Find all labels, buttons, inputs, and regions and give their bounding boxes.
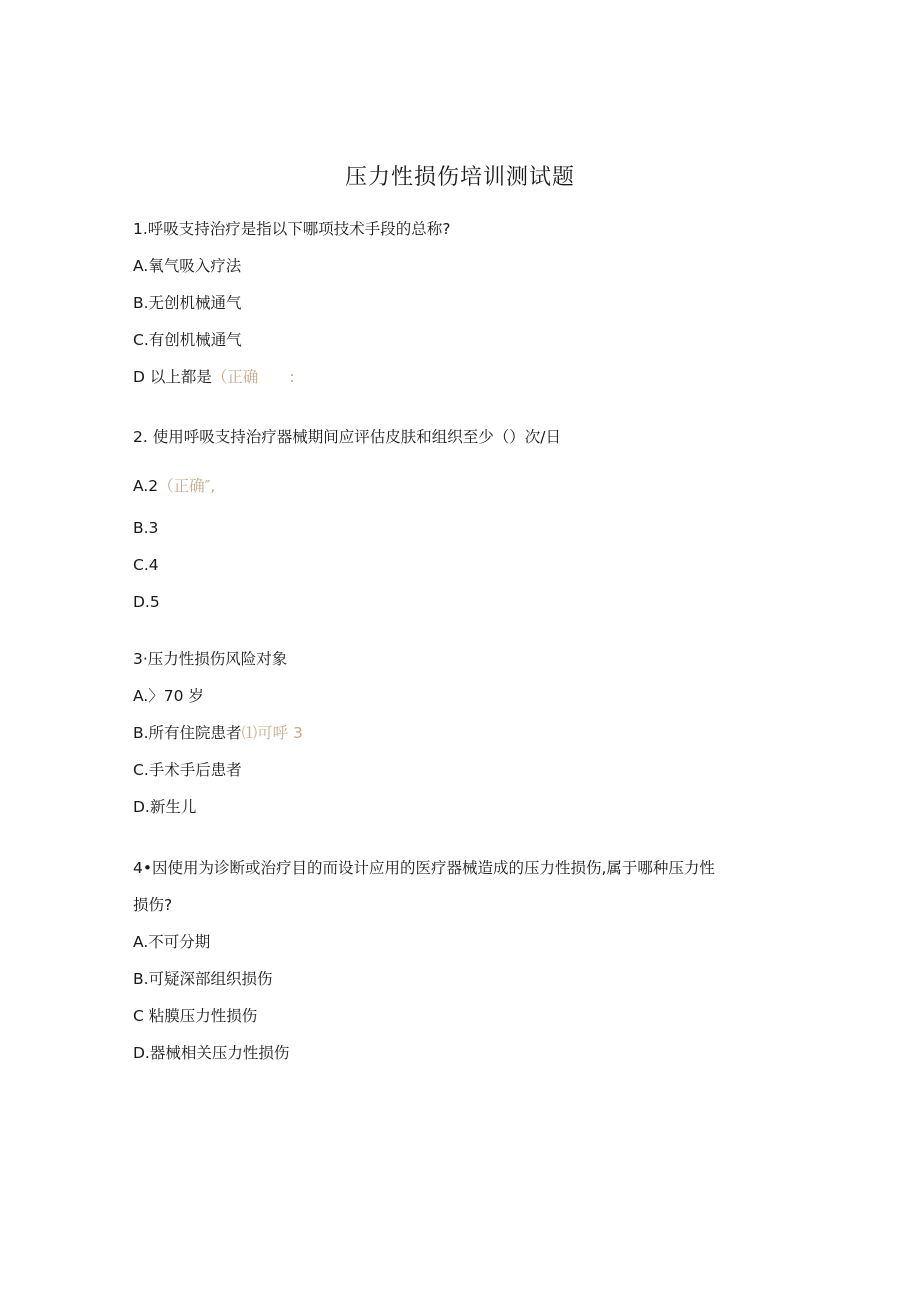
option-text: A.〉70 岁 <box>133 687 204 705</box>
question-4-option-a <box>133 931 210 953</box>
option-text: D.器械相关压力性损伤 <box>133 1044 290 1062</box>
question-3-option-c <box>133 759 242 781</box>
option-text: D.5 <box>133 593 160 611</box>
question-2-option-c <box>133 554 159 576</box>
option-text: C.手术手后患者 <box>133 761 242 779</box>
question-2-option-a <box>133 475 215 497</box>
question-3-stem: 3·压力性损伤风险对象 <box>133 650 288 668</box>
answer-mark: （正确″, <box>158 477 216 495</box>
question-2-option-d <box>133 591 160 613</box>
question-2-stem: 2. 使用呼吸支持治疗器械期间应评估皮肤和组织至少（）次/日 <box>133 428 561 446</box>
option-text: C.有创机械通气 <box>133 331 242 349</box>
question-1-option-a <box>133 255 241 277</box>
option-text: D 以上都是 <box>133 368 212 386</box>
question-1-option-c <box>133 329 242 351</box>
question-4-stem-line1: 4•因使用为诊断或治疗目的而设计应用的医疗器械造成的压力性损伤,属于哪种压力性 <box>133 859 715 877</box>
option-text: B.3 <box>133 519 159 537</box>
question-2-option-b <box>133 517 158 539</box>
option-text: B.所有住院患者 <box>133 724 242 742</box>
page-title: 压力性损伤培训测试题 <box>344 165 575 190</box>
question-4-option-d <box>133 1042 289 1064</box>
question-3-option-b <box>133 722 303 744</box>
answer-mark: ⑴可呼 3 <box>241 724 303 742</box>
question-3-option-a <box>133 685 204 707</box>
option-text: D.新生儿 <box>133 798 197 816</box>
answer-mark: （正确 : <box>211 368 295 386</box>
option-text: C.4 <box>133 556 159 574</box>
option-text: C 粘膜压力性损伤 <box>133 1007 258 1025</box>
question-1-option-b <box>133 292 242 314</box>
question-4-option-c <box>133 1005 257 1027</box>
option-text: A.氧气吸入疗法 <box>133 257 242 275</box>
question-1-stem: 1.呼吸支持治疗是指以下哪项技术手段的总称? <box>133 220 451 238</box>
question-4-stem-line2: 损伤? <box>133 896 173 914</box>
option-text: A.不可分期 <box>133 933 211 951</box>
question-1-option-d <box>133 366 295 388</box>
option-text: A.2 <box>133 477 159 495</box>
question-3-option-d <box>133 796 196 818</box>
option-text: B.无创机械通气 <box>133 294 242 312</box>
question-4-option-b <box>133 968 273 990</box>
option-text: B.可疑深部组织损伤 <box>133 970 273 988</box>
